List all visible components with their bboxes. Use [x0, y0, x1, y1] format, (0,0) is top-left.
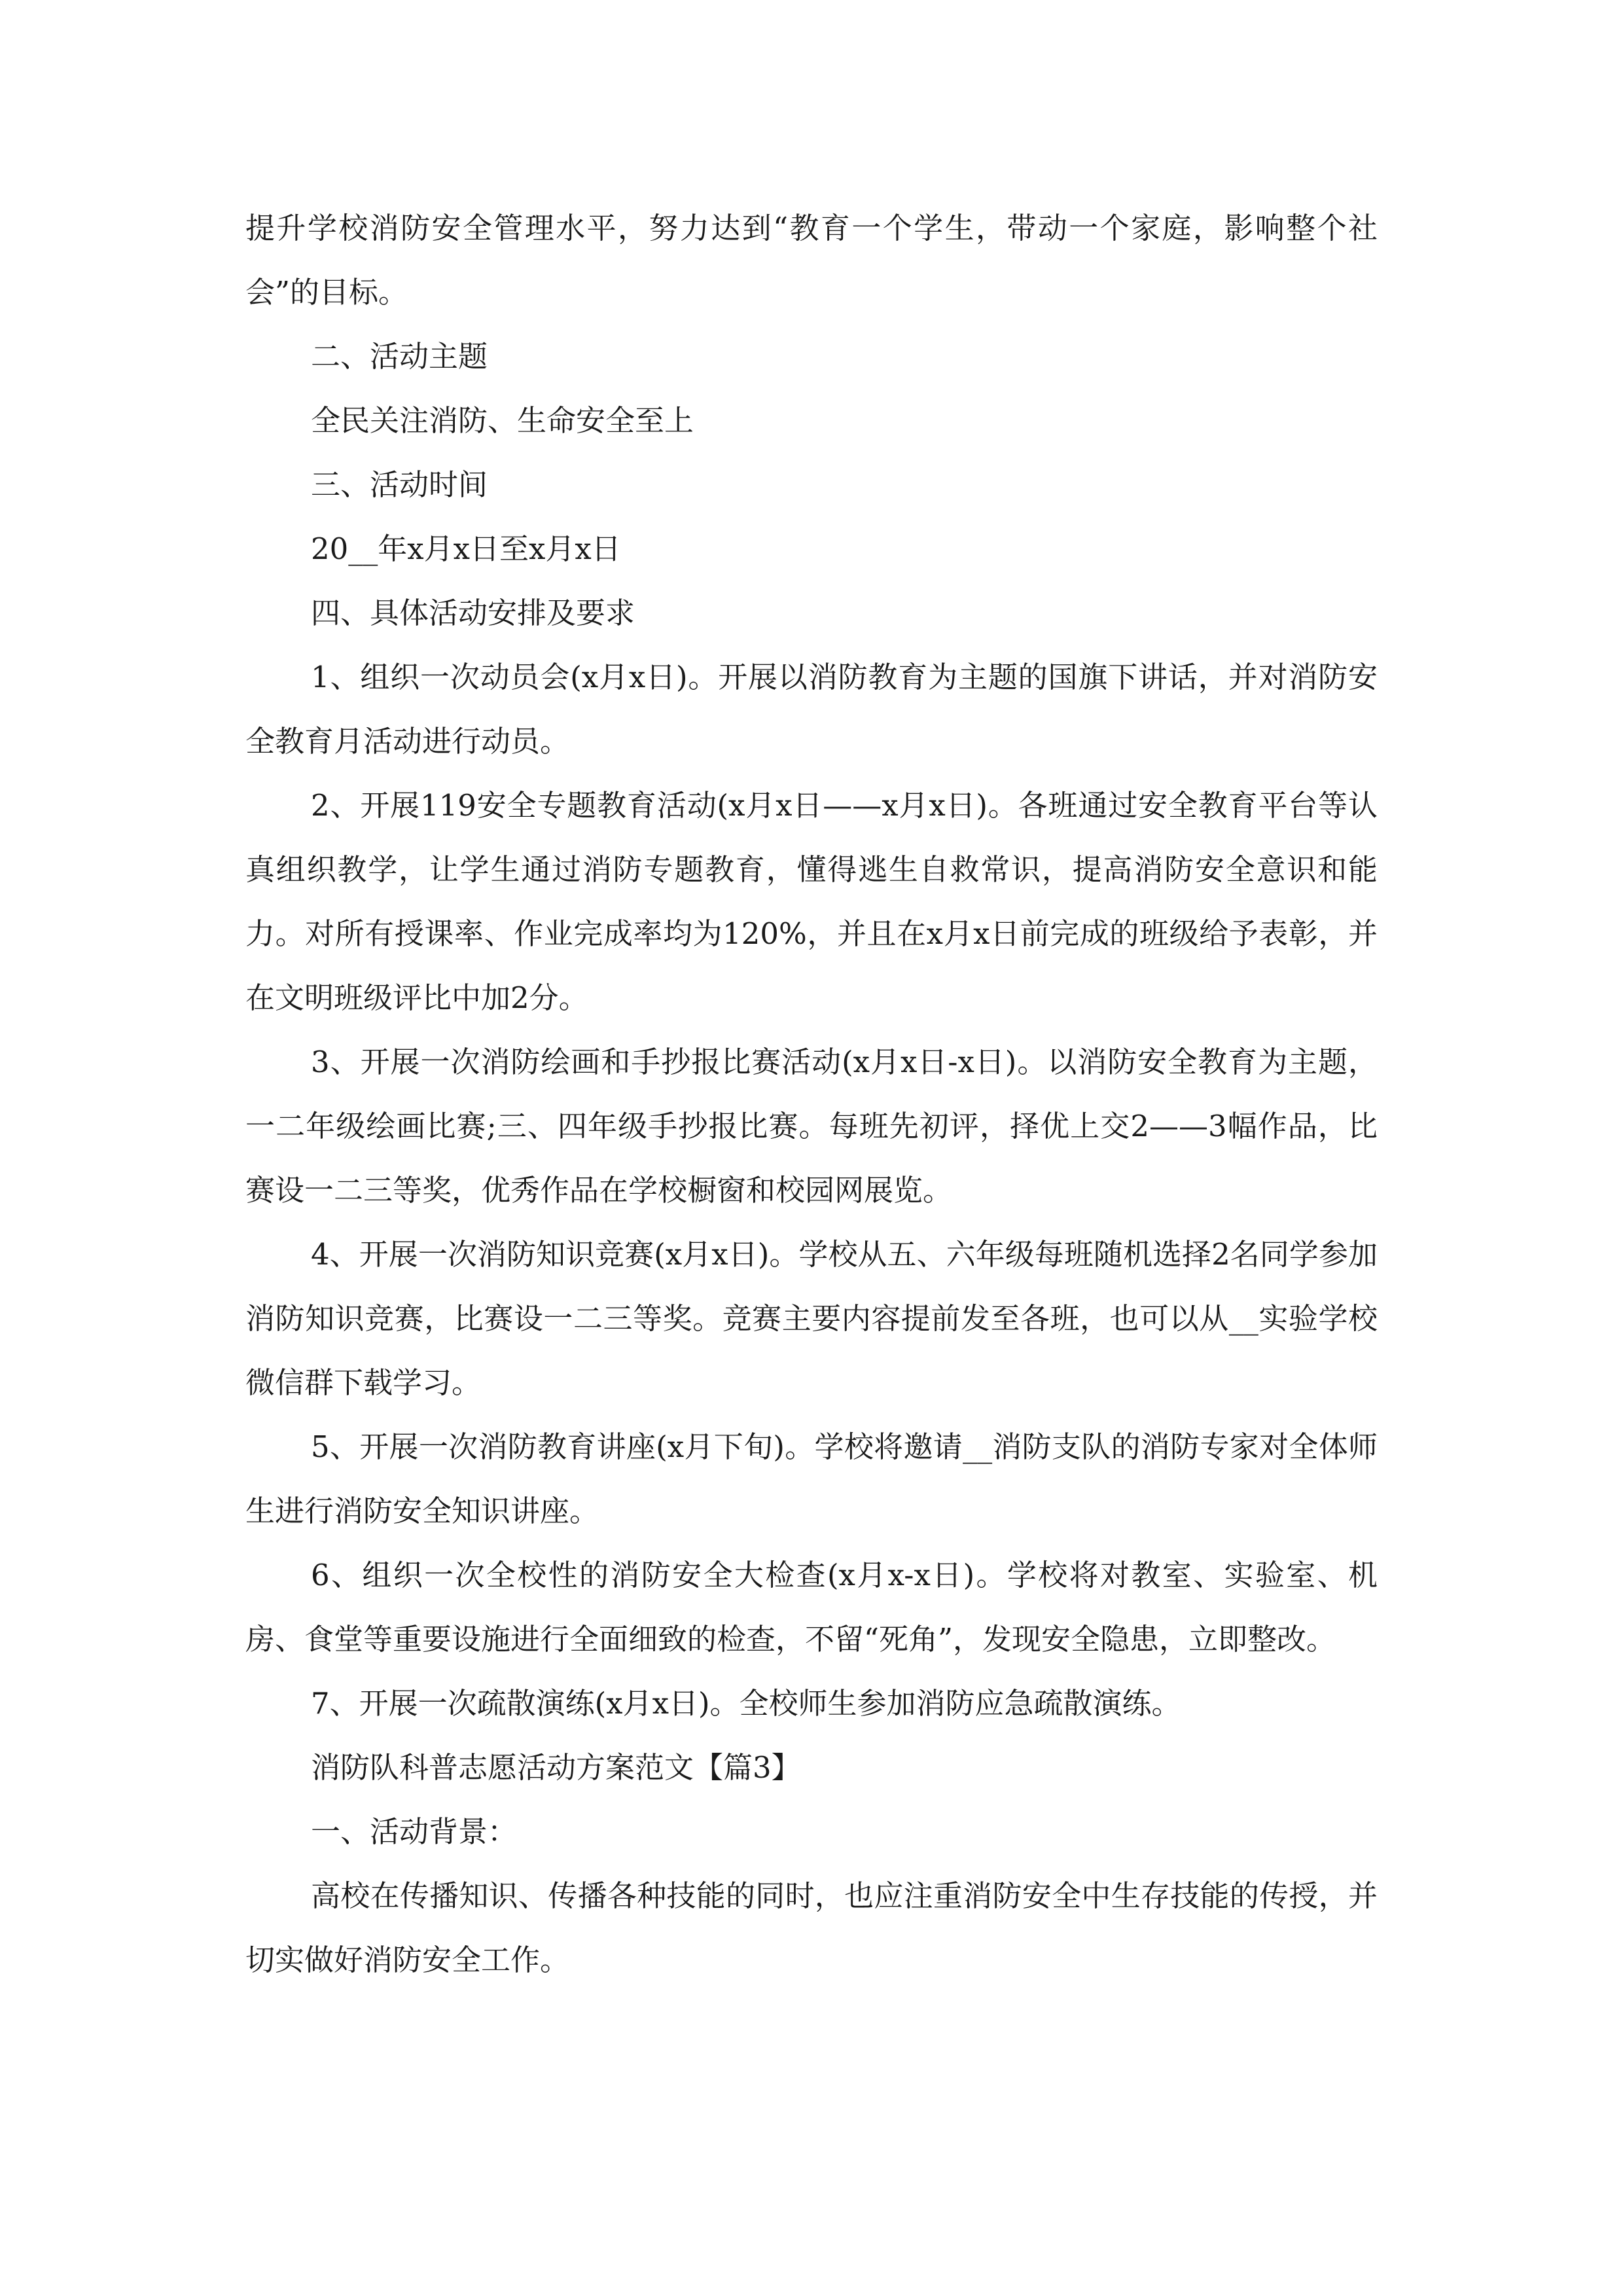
arrangement-item-6: 6、组织一次全校性的消防安全大检查(x月x-x日)。学校将对教室、实验室、机房、食堂等重要设施进行全面细致的检查，不留“死角”，发现安全隐患，立即整改。 — [245, 1558, 1378, 1657]
section-title-part-3: 消防队科普志愿活动方案范文【篇3】 — [311, 1750, 801, 1785]
arrangement-item-5: 5、开展一次消防教育讲座(x月下旬)。学校将邀请__消防支队的消防专家对全体师生进行消防安全知识讲座。 — [245, 1429, 1378, 1528]
arrangement-item-4: 4、开展一次消防知识竞赛(x月x日)。学校从五、六年级每班随机选择2名同学参加消防知识竞赛，比赛设一二三等奖。竞赛主要内容提前发至各班，也可以从__实验学校微信群下载学习。 — [245, 1237, 1378, 1400]
arrangement-item-3: 3、开展一次消防绘画和手抄报比赛活动(x月x日-x日)。以消防安全教育为主题，一二年级绘画比赛;三、四年级手抄报比赛。每班先初评，择优上交2——3幅作品，比赛设一二三等奖，优秀作品在学校橱窗和校园网展览。 — [245, 1045, 1378, 1208]
heading-activity-time: 三、活动时间 — [311, 467, 488, 502]
paragraph-intro-continuation: 提升学校消防安全管理水平，努力达到“教育一个学生，带动一个家庭，影响整个社会”的目标。 — [245, 211, 1378, 310]
arrangement-item-2: 2、开展119安全专题教育活动(x月x日——x月x日)。各班通过安全教育平台等认真组织教学，让学生通过消防专题教育，懂得逃生自救常识，提高消防安全意识和能力。对所有授课率、作业完成率均为120%，并且在x月x日前完成的班级给予表彰，并在文明班级评比中加2分。 — [245, 788, 1378, 1015]
arrangement-item-1: 1、组织一次动员会(x月x日)。开展以消防教育为主题的国旗下讲话，并对消防安全教育月活动进行动员。 — [245, 660, 1378, 759]
document-body — [245, 196, 1378, 1992]
activity-theme-text: 全民关注消防、生命安全至上 — [311, 403, 694, 438]
activity-time-text: 20__年x月x日至x月x日 — [311, 531, 621, 566]
heading-activity-background: 一、活动背景： — [311, 1814, 518, 1849]
activity-background-text: 高校在传播知识、传播各种技能的同时，也应注重消防安全中生存技能的传授，并切实做好消防安全工作。 — [245, 1878, 1378, 1977]
heading-arrangements: 四、具体活动安排及要求 — [311, 596, 635, 630]
arrangement-item-7: 7、开展一次疏散演练(x月x日)。全校师生参加消防应急疏散演练。 — [311, 1686, 1181, 1721]
heading-activity-theme: 二、活动主题 — [311, 339, 488, 374]
